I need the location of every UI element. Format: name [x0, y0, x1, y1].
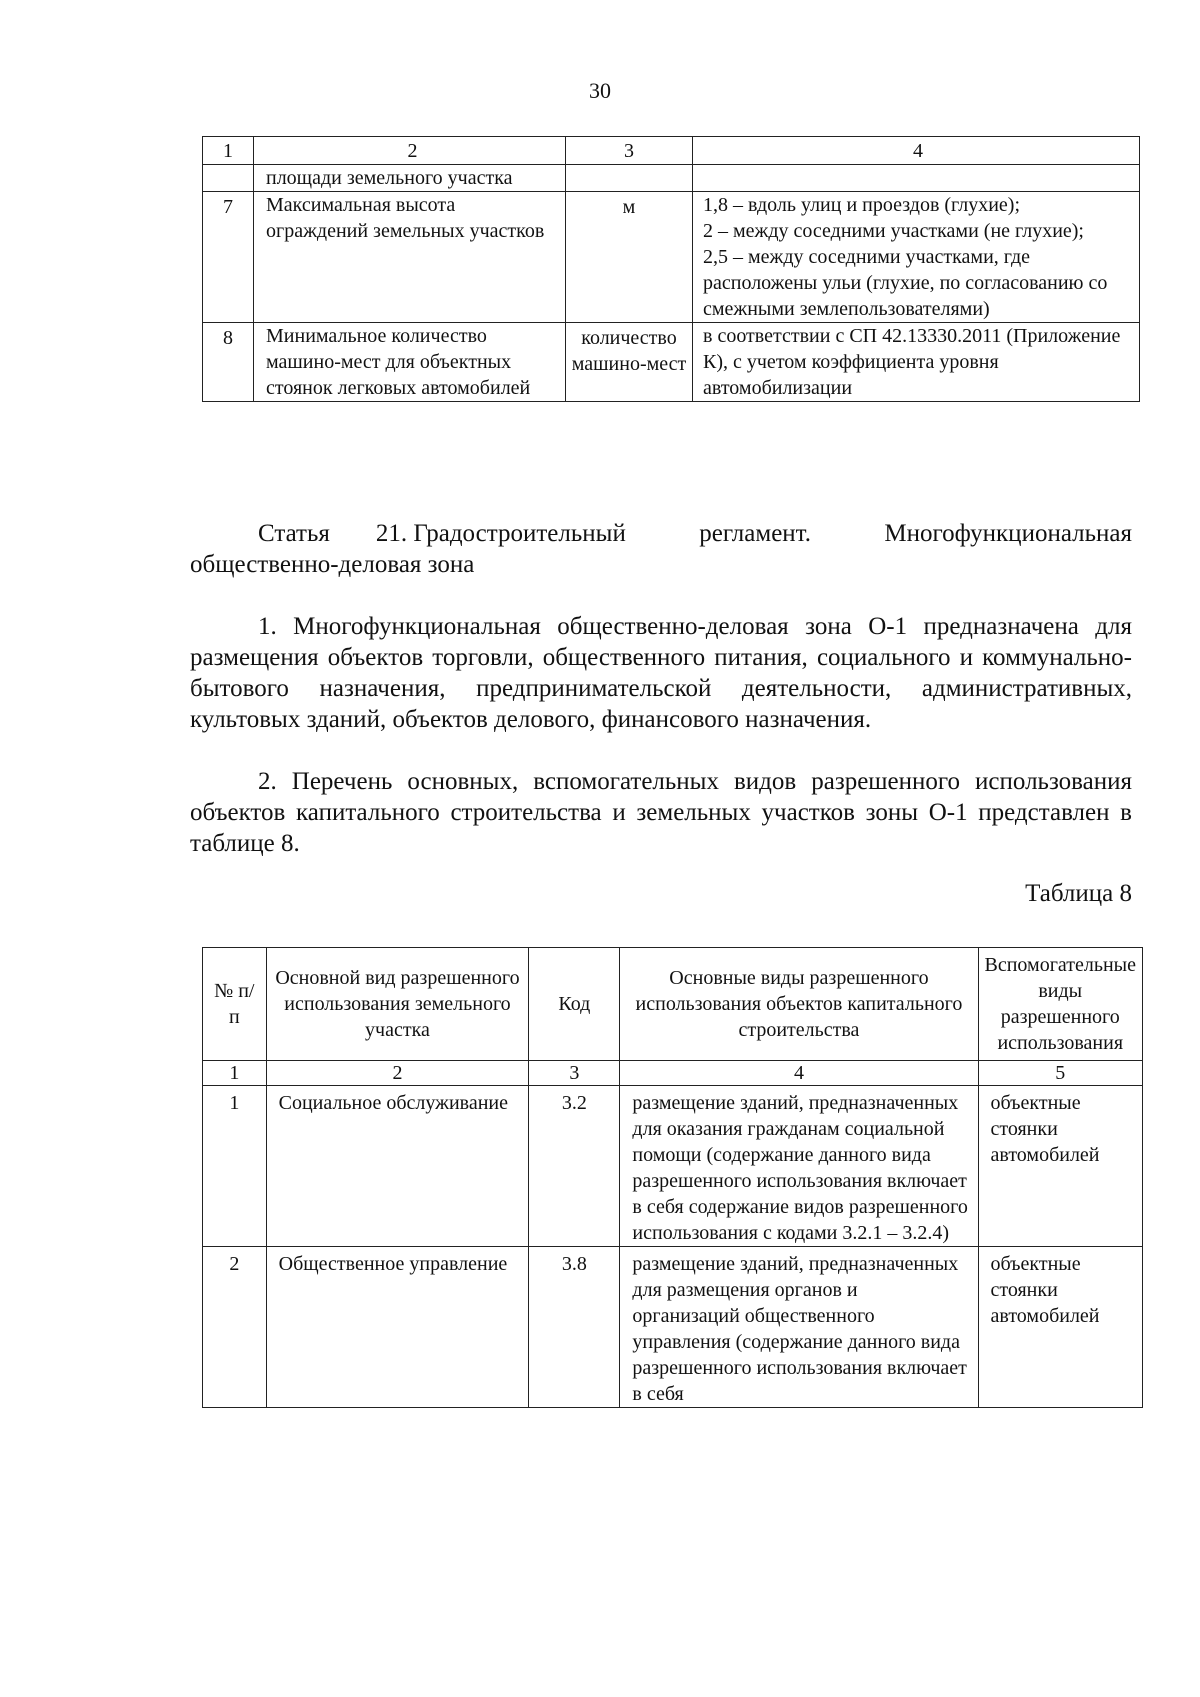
row-number [203, 165, 254, 192]
column-number: 4 [620, 1061, 978, 1086]
header-cell: Код [529, 948, 620, 1061]
table-row [203, 165, 1140, 192]
column-number: 2 [254, 137, 566, 165]
continued-parameters-table [202, 136, 1140, 402]
auxiliary-use: объектные стоянки автомобилей [978, 1247, 1143, 1408]
page-number: 30 [589, 78, 611, 103]
article-word: Многофункциональная [884, 520, 1132, 547]
header-cell: Основной вид разрешенного использования земельного участка [266, 948, 529, 1061]
parameter-name: Максимальная высота ограждений земельных участков [254, 192, 566, 323]
paragraph-2: 2. Перечень основных, вспомогательных видов разрешенного использования объектов капитального строительства и земельных участков зоны О-1 представлен в таблице 8. [190, 768, 1132, 857]
column-number: 3 [529, 1061, 620, 1086]
table-caption: Таблица 8 [1025, 880, 1132, 907]
row-number: 1 [203, 1086, 267, 1247]
parameter-unit: количество машино-мест [566, 323, 693, 402]
use-type: Социальное обслуживание [266, 1086, 529, 1247]
article-label: Статья [258, 520, 330, 547]
table-row [203, 192, 1140, 323]
table-row [203, 1086, 1143, 1247]
column-number: 3 [566, 137, 693, 165]
column-number: 1 [203, 137, 254, 165]
use-code: 3.2 [529, 1086, 620, 1247]
article-word: регламент. [699, 520, 811, 547]
article-number-title: 21. Градостроительный [375, 520, 626, 547]
use-description: размещение зданий, предназначенных для размещения органов и организаций общественного управления (содержание данного вида разрешенного использования включает в себя [620, 1247, 978, 1408]
parameter-name: Минимальное количество машино-мест для объектных стоянок легковых автомобилей [254, 323, 566, 402]
header-cell: № п/п [203, 948, 267, 1061]
parameter-name: площади земельного участка [254, 165, 566, 192]
table-header-row [203, 948, 1143, 1061]
zone-uses-table [202, 947, 1143, 1408]
parameter-unit: м [566, 192, 693, 323]
auxiliary-use: объектные стоянки автомобилей [978, 1086, 1143, 1247]
column-number: 1 [203, 1061, 267, 1086]
parameter-unit [566, 165, 693, 192]
paragraph-1: 1. Многофункциональная общественно-деловая зона О-1 предназначена для размещения объектов торговли, общественного питания, социального и коммунально-бытового назначения, предпринимательской деятельности, административных, культовых зданий, объектов делового, финансового назначения. [190, 613, 1132, 733]
use-code: 3.8 [529, 1247, 620, 1408]
use-description: размещение зданий, предназначенных для оказания гражданам социальной помощи (содержание данного вида разрешенного использования включает в себя содержание видов разрешенного использования с кодами 3.2.1 – 3.2.4) [620, 1086, 978, 1247]
article-heading [190, 518, 1132, 580]
row-number: 7 [203, 192, 254, 323]
row-number: 2 [203, 1247, 267, 1408]
parameter-value: 1,8 – вдоль улиц и проездов (глухие); 2 – между соседними участками (не глухие); 2,5 – между соседними участками, где расположены ульи (глухие, по согласованию со смежными землепользователями) [693, 192, 1140, 323]
header-cell: Вспомогательные виды разрешенного использования [978, 948, 1143, 1061]
column-number: 2 [266, 1061, 529, 1086]
column-number: 5 [978, 1061, 1143, 1086]
row-number: 8 [203, 323, 254, 402]
column-number-row [203, 1061, 1143, 1086]
use-type: Общественное управление [266, 1247, 529, 1408]
header-cell: Основные виды разрешенного использования объектов капитального строительства [620, 948, 978, 1061]
parameter-value: в соответствии с СП 42.13330.2011 (Приложение К), с учетом коэффициента уровня автомобилизации [693, 323, 1140, 402]
parameter-value [693, 165, 1140, 192]
article-title-line2: общественно-деловая зона [190, 551, 475, 578]
table-header-row [203, 137, 1140, 165]
column-number: 4 [693, 137, 1140, 165]
table-row [203, 1247, 1143, 1408]
table-row [203, 323, 1140, 402]
